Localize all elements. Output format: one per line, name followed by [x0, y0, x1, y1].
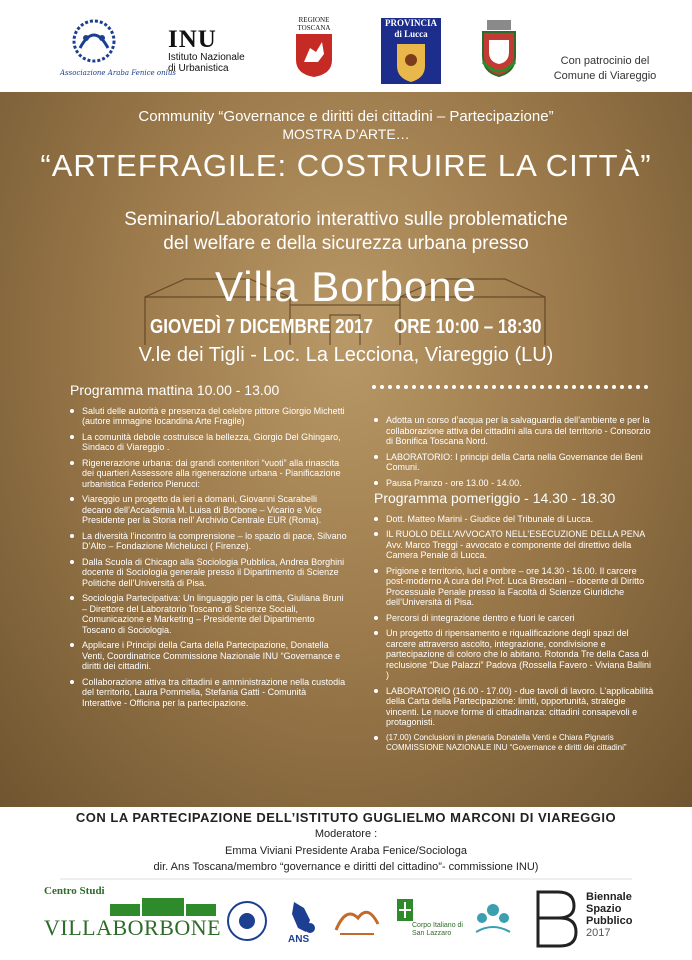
- header-logos: [0, 0, 692, 92]
- biennale-b-icon: [534, 888, 580, 950]
- morning-item: Sociologia Partecipativa: Un linguaggio per la città, Giuliana Bruni – Direttore del Laboratorio Toscano di Scienze Sociali, Comunicazione e Marketing – Presidente del Dipartimento Toscano di Sociologia.: [70, 593, 348, 635]
- program-item: LABORATORIO: I principi della Carta nella Governance dei Beni Comuni.: [374, 452, 654, 473]
- moderatore-label: Moderatore :: [314, 828, 378, 840]
- patrocinio-line1: Con patrocinio del: [560, 55, 650, 67]
- toscana-line1: REGIONE: [298, 16, 330, 24]
- venue-name: Villa Borbone: [214, 263, 478, 310]
- lucca-line2: di Lucca: [381, 29, 441, 40]
- araba-fenice-logo: [60, 18, 176, 88]
- afternoon-program: [374, 415, 654, 759]
- en-reti-logo-icon: [468, 892, 518, 940]
- biennale-line3: Pubblico: [586, 915, 633, 927]
- toscana-line2: TOSCANA: [297, 24, 331, 32]
- event-time: ORE 10:00 – 18:30: [394, 316, 542, 338]
- provincia-lucca-logo: [381, 18, 441, 89]
- marconi-line: CON LA PARTECIPAZIONE DELL’ISTITUTO GUGLIELMO MARCONI DI VIAREGGIO: [75, 810, 617, 825]
- pegasus-shield-icon: [292, 32, 336, 78]
- viareggio-crest-icon: [479, 18, 519, 78]
- program-item: Pausa Pranzo - ore 13.00 - 14.00.: [374, 478, 654, 489]
- morning-item: La diversità l’incontro la comprensione – lo spazio di pace, Silvano D’Alto – Fondazione Michelucci ( Firenze).: [70, 531, 348, 552]
- inu-name-line2: di Urbanistica: [168, 63, 229, 74]
- morning-program: [70, 382, 348, 713]
- afternoon-item: Dott. Matteo Marini - Giudice del Tribunale di Lucca.: [374, 514, 654, 525]
- araba-fenice-emblem-icon: [66, 18, 122, 64]
- dotted-divider: [372, 385, 648, 389]
- program-item: Adotta un corso d’acqua per la salvaguardia dell’ambiente e per la collaborazione attiva dei cittadini alla cura del territorio - Consorzio di Bonifica Toscana Nord.: [374, 415, 654, 447]
- centro-studi-label: Centro Studi: [44, 885, 105, 897]
- inu-logo: [168, 28, 245, 74]
- patrocinio-line2: Comune di Viareggio: [553, 70, 657, 82]
- morning-item: Saluti delle autorità e presenza del celebre pittore Giorgio Michetti (autore immagine locandina Arte Fragile): [70, 406, 348, 427]
- afternoon-item: IL RUOLO DELL’AVVOCATO NELL’ESECUZIONE DELLA PENA Avv. Marco Treggi - avvocato e componente del direttivo della Camera Penale di Lucca.: [374, 529, 654, 561]
- morning-item: Rigenerazione urbana: dai grandi contenitori “vuoti” alla rinascita dei quartieri Assessore alla rigenerazione urbana - Pianificazione urbanistica Federico Pierucci:: [70, 458, 348, 490]
- biennale-logo: [586, 891, 632, 939]
- afternoon-item: Percorsi di integrazione dentro e fuori le carceri: [374, 613, 654, 624]
- venue-address: V.le dei Tigli - Loc. La Lecciona, Viareggio (LU): [138, 344, 554, 366]
- regione-toscana-logo: [292, 16, 336, 83]
- villa-borbone-part2: BORBONE: [112, 915, 222, 940]
- hands-logo-icon: [332, 900, 382, 940]
- biennale-line1: Biennale: [586, 891, 632, 903]
- araba-fenice-caption: Associazione Araba Fenice onlus: [60, 69, 176, 77]
- afternoon-item: Prigione e territorio, luci e ombre – ore 14.30 - 16.00. Il carcere post-moderno A cura del Prof. Luca Bresciani – docente di Diritto Processuale Penale presso la Facoltà di Scienze Giuridiche dell’Università di Pisa.: [374, 566, 654, 608]
- afternoon-heading: Programma pomeriggio - 14.30 - 18.30: [374, 490, 616, 506]
- morning-item: La comunità debole costruisce la bellezza, Giorgio Del Ghingaro, Sindaco di Viareggio .: [70, 432, 348, 453]
- lucca-crest-icon: [381, 40, 441, 84]
- corpo-crest-icon: [396, 898, 414, 922]
- inu-acronym: INU: [168, 26, 217, 53]
- afternoon-item: (17.00) Conclusioni in plenaria Donatella Venti e Chiara Pignaris COMMISSIONE NAZIONALE INU “Governance e diritti dei cittadini”: [374, 733, 654, 754]
- biennale-year: 2017: [586, 927, 611, 939]
- biennale-line2: Spazio: [586, 903, 622, 915]
- event-date: GIOVEDÌ 7 DICEMBRE 2017: [150, 316, 373, 338]
- corpo-label: Corpo Italiano di San Lazzaro: [412, 922, 463, 937]
- seminario-line2: del welfare e della sicurezza urbana presso: [163, 233, 529, 254]
- inu-name-line1: Istituto Nazionale: [168, 52, 245, 63]
- villa-borbone-logo: [44, 915, 221, 941]
- mostra-line: MOSTRA D’ARTE…: [282, 126, 410, 142]
- moderator-role: dir. Ans Toscana/membro “governance e diritti del cittadino”- commissione INU): [153, 861, 539, 873]
- ans-label: ANS: [288, 934, 310, 945]
- community-line: Community “Governance e diritti dei cittadini – Partecipazione”: [138, 108, 554, 125]
- morning-item: Viareggio un progetto da ieri a domani, Giovanni Scarabelli decano dell’Accademia M. Luisa di Borbone – Vicario e Vice Presidente per la Storia nell’ Archivio Centrale EUR (Roma).: [70, 494, 348, 526]
- seminario-line1: Seminario/Laboratorio interattivo sulle problematiche: [124, 209, 568, 230]
- villa-borbone-part1: VILLA: [44, 915, 113, 940]
- patrocinio-text: [540, 54, 670, 84]
- moderator-name: Emma Viviani Presidente Araba Fenice/Sociologa: [225, 845, 467, 857]
- morning-item: Applicare i Principi della Carta della Partecipazione, Donatella Venti, Coordinatrice Commissione Nazionale INU “Governance e diritti dei cittadini.: [70, 640, 348, 672]
- exhibition-title: “ARTEFRAGILE: COSTRUIRE LA CITTÀ”: [40, 148, 652, 183]
- comune-viareggio-crest: [479, 18, 519, 83]
- afternoon-item: Un progetto di ripensamento e riqualificazione degli spazi del carcere attraverso ascolto, integrazione, condivisione e partecipazione di coloro che lo abitano. Rotonda Tre della Casa di reclusione “Due Palazzi” Padova (Rossella Favero - Viviana Ballini ): [374, 628, 654, 681]
- villa-borbone-building-icon: [110, 898, 216, 916]
- morning-heading: Programma mattina 10.00 - 13.00: [70, 382, 280, 398]
- morning-item: Collaborazione attiva tra cittadini e amministrazione nella custodia del territorio, Laura Pommella, Stefania Gatti - Comunità Interattive - Officina per la partecipazione.: [70, 677, 348, 709]
- morning-item: Dalla Scuola di Chicago alla Sociologia Pubblica, Andrea Borghini docente di Sociologia generale presso il Dipartimento di Scienze Politiche dell’Università di Pisa.: [70, 557, 348, 589]
- laboratorio-sociale-logo-icon: [226, 900, 268, 942]
- lucca-line1: PROVINCIA: [381, 18, 441, 29]
- afternoon-item: LABORATORIO (16.00 - 17.00) - due tavoli di lavoro. L’applicabilità della Carta della Partecipazione: limiti, opportunità, strategie vincenti. Le nuove forme di cittadinanza: cittadini consapevoli e protagonisti.: [374, 686, 654, 728]
